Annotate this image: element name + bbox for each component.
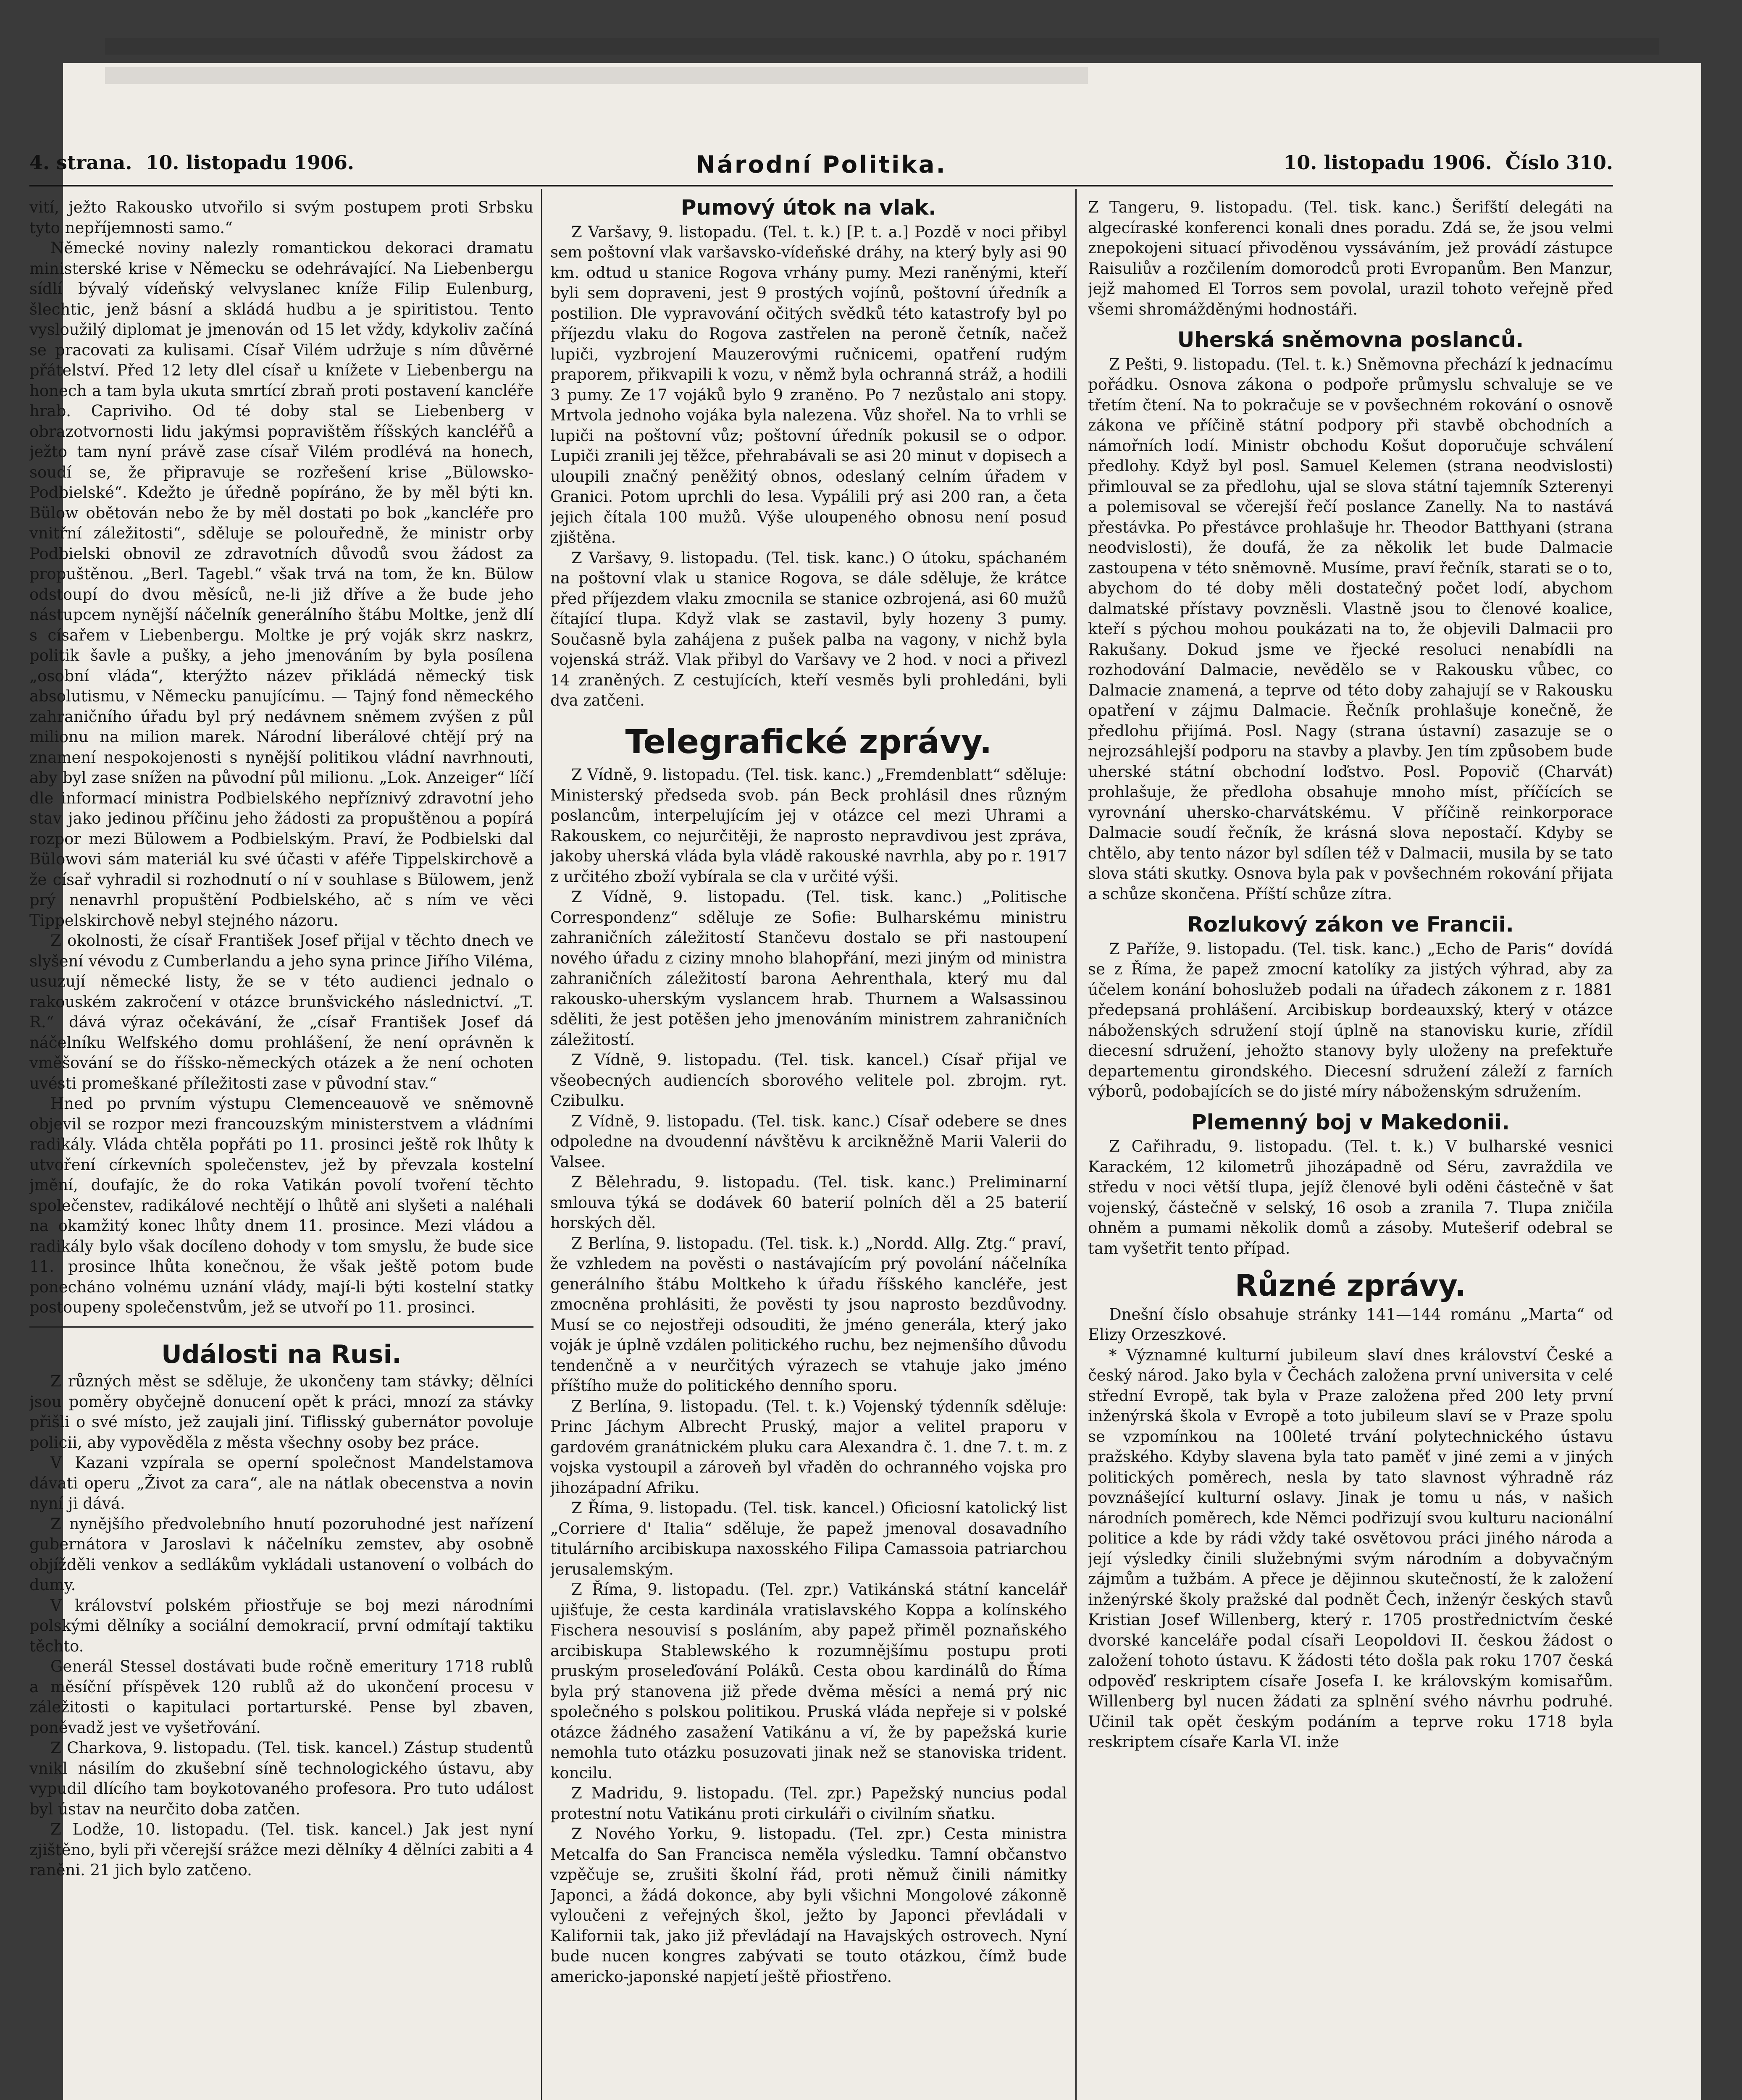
issue-number: Číslo 310. — [1505, 151, 1613, 174]
section-divider — [29, 1326, 533, 1328]
section-heading: Události na Rusi. — [161, 1339, 402, 1369]
column-divider — [541, 189, 542, 2100]
paragraph: Německé noviny nalezly romantickou dekoraci dramatu ministerské krise v Německu se odehrávající. Na Liebenbergu sídlí bývalý vídeňský velvyslanec kníže Filip Eulenburg, šlechtic, jenž básní a skládá hudbu a je spiritistou. Tento vysloužilý diplomat je jmenován od 15 let vždy, kdykoliv začíná se pracovati za kulisami. Císař Vilém udržuje s ním důvěrné přátelství. Před 12 lety dlel císař u knížete v Liebenbergu na honech a tam byla ukuta smrtící zbraň proti postavení kancléře hrab. Capriviho. Od té doby stal se Liebenberg v obrazotvornosti lidu jakýmsi popravištěm říšských kancléřů a ježto tam nyní právě zase císař Vilém prodlévá na honech, soudí se, že připravuje se rozřešení krise „Bülowsko-Podbielské“. Kdežto je úředně popíráno, že by měl býti kn. Bülow obětován nebo že by měl dostati po bok „kancléře pro vnitřní záležitosti“, sděluje se polouředně, že ministr orby Podbielski obnovil ze zdravotních důvodů svou žádost za propuštěnou. „Berl. Tagebl.“ však trvá na tom, že kn. Bülow odstoupí do dvou měsíců, ne-li již dříve a že bude jeho nástupcem nynější náčelník generálního štábu Moltke, jenž dlí s císařem v Liebenbergu. Moltke je prý voják skrz naskrz, politik šavle a pušky, a jeho jmenováním by byla posílena „osobní vláda“, kterýžto název přikládá německý tisk absolutismu, v Německu panujícímu. — Tajný fond německého zahraničního úřadu byl prý nedávnem sněmem zvýšen z půl milionu na milion marek. Národní liberálové chtějí prý na znamení nespokojenosti s nynější politikou vládní navrhnouti, aby byl zase snížen na původní půl milionu. „Lok. Anzeiger“ líčí dle informací ministra Podbielského nepříznivý zdravotní jeho stav jako jedinou příčinu jeho žádosti za propuštěnou a popírá rozpor mezi Bülowem a Podbielským. Praví, že Podbielski dal Bülowovi sám materiál ku své účasti v aféře Tippelskirchově a že císař vyhradil si rozhodnutí o ní v souhlase s Bülowem, jenž prý nenavrhl propuštění Podbielského, ač s ním ve věci Tippelskirchově nebyl stejného názoru. — [29, 239, 533, 929]
paragraph: Z nynějšího předvolebního hnutí pozoruhodné jest nařízení gubernátora v Jaroslavi k náčelníku zemstev, aby osobně objížděli venkov a sedlákům vykládali ustanovení o volbách do dumy. — [29, 1515, 533, 1594]
section-heading: Různé zprávy. — [1235, 1268, 1466, 1303]
paragraph: Z Paříže, 9. listopadu. (Tel. tisk. kanc.) „Echo de Paris“ dovídá se z Říma, že papež zmocní katolíky za jistých výhrad, aby za účelem konání bohoslužeb podali na úřadech zákonem z r. 1881 předepsaná prohlášení. Arcibiskup bordeauxský, který v otázce náboženských sdružení stojí úplně na stanovisku kurie, zřídil diecesní sdružení, jehožto stanovy byly uloženy na prefektuře departementu girondského. Diecesní sdružení záleží z farních výborů, podobajících se do jisté míry náboženským sdružením. — [1088, 940, 1613, 1100]
paragraph: Z Lodže, 10. listopadu. (Tel. tisk. kancel.) Jak jest nyní zjištěno, byli při včerejší srážce mezi dělníky 4 dělníci zabiti a 4 raněni. 21 jich bylo zatčeno. — [29, 1820, 533, 1879]
section-heading: Rozlukový zákon ve Francii. — [1187, 912, 1514, 937]
column-1 — [29, 197, 533, 2100]
paragraph: * Významné kulturní jubileum slaví dnes království České a český národ. Jako byla v Čechách založena první universita v celé střední Evropě, tak byla v Praze založena před 200 lety první inženýrská škola v Evropě a toto jubileum slaví se v Praze spolu se vzpomínkou na 100leté trvání polytechnického ústavu pražského. Kdyby slavena byla tato paměť v jiné zemi a v jiných politických poměrech, nesla by tato slavnost výhradně ráz povznášející kulturní oslavy. Jinak je tomu u nás, v našich národních poměrech, kde Němci podřizují svou kulturu nacionální politice a kde by rádi vždy také osvětovou práci jiného národa a její výsledky činili služebnými svým národním a dobyvačným zájmům a tužbám. A přece je dějinnou skutečností, že k založení inženýrské školy pražské dal podnět Čech, inženýr českých stavů Kristian Josef Willenberg, který r. 1705 prostřednictvím české dvorské kanceláře podal císaři Leopoldovi II. českou žádost o založení tohoto ústavu. K žádosti této došla pak roku 1707 česká odpověď reskriptem císaře Josefa I. ke královským komisařům. Willenberg byl nucen žádati za splnění svého návrhu podruhé. Učinil tak opět českým podáním a teprve roku 1718 byla reskriptem císaře Karla VI. inže — [1088, 1346, 1613, 1751]
paragraph: Z Říma, 9. listopadu. (Tel. tisk. kancel.) Oficiosní katolický list „Corriere d' Italia“ sděluje, že papež jmenoval dosavadního titulárního arcibiskupa naxosského Filipa Camassoia patriarchou jerusalemským. — [550, 1499, 1067, 1578]
paragraph: Z Berlína, 9. listopadu. (Tel. t. k.) Vojenský týdenník sděluje: Princ Jáchym Albrecht Pruský, major a velitel praporu v gardovém granátnickém pluku cara Alexandra č. 1. dne 7. t. m. z vojska vystoupil a zároveň byl vřaděn do ochranného vojska pro jihozápadní Afriku. — [550, 1397, 1067, 1497]
paragraph: Z Tangeru, 9. listopadu. (Tel. tisk. kanc.) Šerifští delegáti na algecíraské konferenci konali dnes poradu. Zdá se, že jsou velmi znepokojeni situací přivoděnou vyssáváním, jež provádí zástupce Raisuliův a rozčilením domorodců proti Evropanům. Ben Manzur, jejž mahomed El Torros sem povolal, urazil tohoto veřejně před všemi shromážděnými hodnostáři. — [1088, 198, 1613, 318]
paragraph: Z Vídně, 9. listopadu. (Tel. tisk. kanc.) „Fremdenblatt“ sděluje: Ministerský předseda svob. pán Beck prohlásil dnes různým poslancům, interpelujícím jej v otázce cel mezi Uhrami a Rakouskem, co nejurčitěji, že naprosto nepravdivou jest zpráva, jakoby uherská vláda byla vládě rakouské navrhla, aby po r. 1917 z určitého zboží vybírala se cla v určité výši. — [550, 766, 1067, 886]
section-heading: Telegrafické zprávy. — [625, 723, 992, 761]
header-rule — [29, 185, 1613, 186]
paragraph: Generál Stessel dostávati bude ročně emeritury 1718 rublů a měsíční příspěvek 120 rublů až do ukončení procesu v záležitosti o kapitulaci portarturské. Pense byl zbaven, poněvadž jest ve vyšetřování. — [29, 1657, 533, 1737]
paragraph: Z Bělehradu, 9. listopadu. (Tel. tisk. kanc.) Preliminarní smlouva týká se dodávek 60 baterií polních děl a 25 baterií horských děl. — [550, 1173, 1067, 1232]
bleed-through-area — [63, 25, 1701, 130]
header-date-right: 10. listopadu 1906. — [1283, 151, 1492, 174]
paragraph: V Kazani vzpírala se operní společnost Mandelstamova dávati operu „Život za cara“, ale na nátlak obecenstva a novin nyní ji dává. — [29, 1454, 533, 1512]
section-heading: Pumový útok na vlak. — [681, 197, 937, 220]
paragraph: Z Vídně, 9. listopadu. (Tel. tisk. kanc.) „Politische Correspondenz“ sděluje ze Sofie: Bulharskému ministru zahraničních záležitostí Stančevu dostalo se při nastoupení nového úřadu z ciziny mnoho blahopřání, mezi jiným od ministra zahraničních záležitostí barona Aehrenthala, který mu dal rakousko-uherským vyslancem hrab. Thurnem a Walsassinou sděliti, že jest potěšen jeho jmenováním ministrem zahraničních záležitostí. — [550, 888, 1067, 1049]
section-heading: Uherská sněmovna poslanců. — [1177, 328, 1524, 352]
paragraph: Z Nového Yorku, 9. listopadu. (Tel. zpr.) Cesta ministra Metcalfa do San Francisca neměla výsledku. Tamní občanstvo vzpěčuje se, zrušiti školní řád, proti němuž činili námitky Japonci, a žádá dokonce, aby byli všichni Mongolové zákonně vyloučeni z veřejných škol, ježto by Japonci převládali v Kalifornii tak, jako již převládají na Havajských ostrovech. Nyní bude nucen kongres zabývati se touto otázkou, čímž bude americko-japonské napjetí ještě přiostřeno. — [550, 1825, 1067, 1986]
paragraph: Z Pešti, 9. listopadu. (Tel. t. k.) Sněmovna přechází k jednacímu pořádku. Osnova zákona o podpoře průmyslu schvaluje se ve třetím čtení. Na to pokračuje se v povšechném rokování o osnově zákona ve příčině státní podpory při stavbě obchodních a námořních lodí. Ministr obchodu Košut doporučuje schválení předlohy. Když byl posl. Samuel Kelemen (strana neodvislosti) přimlouval se za předlohu, ujal se slova státní tajemník Szterenyi a polemisoval se včerejší řečí poslance Zanelly. Na to nastává přestávka. Po přestávce prohlašuje hr. Theodor Batthyani (strana neodvislosti), že doufá, že za několik let bude Dalmacie zastoupena v této sněmovně. Musíme, praví řečník, starati se o to, abychom do té doby měli dostatečný počet lodí, abychom dalmatské přístavy povzněsli. Vlastně jsou to členové koalice, kteří s pýchou mohou poukázati na to, že objevili Dalmacii pro Rakušany. Dokud jsme ve řjecké resoluci nenabídli na rozhodování Dalmacie, nevědělo se v Rakousku vůbec, co Dalmacie znamená, a teprve od této doby zahajují se v Rakousku opatření v zájmu Dalmacie. Řečník prohlašuje konečně, že předlohu přijímá. Posl. Nagy (strana ústavní) zasazuje se o nejrozsáhlejší podporu na stavby a plavby. Jen tím způsobem bude uherské státní obchodní loďstvo. Posl. Popovič (Charvát) prohlašuje, že předloha obsahuje mnoho míst, příčících se vyrovnání uhersko-charvátskému. V příčině reinkorporace Dalmacie soudí řečník, že krásná slova nepostačí. Kdyby se chtělo, aby tento názor byl sdílen též v Dalmacii, musila by se tato slova státi skutky. Osnova byla pak v povšechném rokování přijata a schůze skončena. Příští schůze zítra. — [1088, 355, 1613, 903]
paragraph: Z Vídně, 9. listopadu. (Tel. tisk. kanc.) Císař odebere se dnes odpoledne na dvoudenní návštěvu k arcikněžně Marii Valerii do Valsee. — [550, 1112, 1067, 1171]
paragraph: Z Charkova, 9. listopadu. (Tel. tisk. kancel.) Zástup studentů vnikl násilím do zkušební síně technologického ústavu, aby vypudil dlícího tam boykotovaného profesora. Pro tuto událost byl ústav na neurčito doba zatčen. — [29, 1739, 533, 1818]
paragraph: Z Madridu, 9. listopadu. (Tel. zpr.) Papežský nuncius podal protestní notu Vatikánu proti cirkuláři o civilním sňatku. — [550, 1784, 1067, 1823]
masthead-title: Národní Politika. — [696, 151, 947, 178]
paragraph: Z Vídně, 9. listopadu. (Tel. tisk. kancel.) Císař přijal ve všeobecných audiencích sborového velitele pol. zbrojm. ryt. Czibulku. — [550, 1051, 1067, 1110]
paragraph: Z okolnosti, že císař František Josef přijal v těchto dnech ve slyšení vévodu z Cumberlandu a jeho syna prince Jiřího Viléma, usuzují německé listy, že se v této audienci jednalo o rakouském zakročení v otázce brunšvického následnictví. „T. R.“ dává výraz očekávání, že „císař František Josef dá náčelníku Welfského domu prohlášení, že není oprávněn k vměšování se do říšsko-německých otázek a že není ochoten uvésti promeškané příležitosti zase v původní stav.“ — [29, 932, 533, 1092]
paragraph: Z Varšavy, 9. listopadu. (Tel. tisk. kanc.) O útoku, spáchaném na poštovní vlak u stanice Rogova, se dále sděluje, že krátce před příjezdem vlaku zmocnila se stanice ozbrojená, asi 60 mužů čítající tlupa. Když vlak se zastavil, byly hozeny 3 pumy. Současně byla zahájena z pušek palba na vagony, v nichž byla vojenská stráž. Vlak přibyl do Varšavy ve 2 hod. v noci a přivezl 14 zraněných. Z cestujících, kteří vesměs byli prohledáni, byli dva zatčeni. — [550, 549, 1067, 709]
header-date-left: 10. listopadu 1906. — [145, 151, 354, 174]
paragraph: Hned po prvním výstupu Clemenceauově ve sněmovně objevil se rozpor mezi francouzským ministerstvem a vládními radikály. Vláda chtěla popřáti po 11. prosinci ještě rok lhůty k utvoření církevních společenstev, jež by převzala kostelní jmění, doufajíc, že do roka Vatikán povolí tvoření těchto společenstev, radikálové nechtějí o lhůtě ani slyšeti a naléhali na okamžitý konec lhůty dnem 11. prosince. Mezi vládou a radikály bylo však docíleno dohody v tom smyslu, že bude sice 11. prosince lhůta konečnou, že však ještě potom bude ponecháno volnému uznání vlády, mají-li býti kostelní statky postoupeny společenstvům, jež se utvoří po 11. prosinci. — [29, 1095, 533, 1316]
paragraph: Z Varšavy, 9. listopadu. (Tel. t. k.) [P. t. a.] Pozdě v noci přibyl sem poštovní vlak varšavsko-vídeňské dráhy, na který byly asi 90 km. odtud u stanice Rogova vrhány pumy. Mezi raněnými, kteří byli sem dopraveni, jest 9 prostých vojínů, poštovní úředník a postilion. Dle vypravování očitých svědků této katastrofy byl po příjezdu vlaku do Rogova zastřelen na peroně četník, načež lupiči, vyzbrojení Mauzerovými ručnicemi, opatření rudým praporem, přikvapili k vozu, v němž byla ochranná stráž, a hodili 3 pumy. Ze 17 vojáků bylo 9 zraněno. Po 7 nezůstalo ani stopy. Mrtvola jednoho vojáka byla nalezena. Vůz shořel. Na to vrhli se lupiči na poštovní vůz; poštovní úředník pokusil se o odpor. Lupiči zranili jej těžce, přehrabávali se asi 20 minut v dopisech a uloupili značný peněžitý obnos, odeslaný celním úřadem v Granici. Potom uprchli do lesa. Vypálili prý asi 200 ran, a četa jejich čítala 100 mužů. Výše uloupeného obnosu není posud zjištěna. — [550, 223, 1067, 546]
paragraph: Z různých měst se sděluje, že ukončeny tam stávky; dělníci jsou poměry obyčejně donucení opět k práci, mnozí za stávky přišli o své místo, jež zaujali jiní. Tiflisský gubernátor povoluje policii, aby vypověděla z města všechny osoby bez práce. — [29, 1372, 533, 1452]
paragraph: Z Berlína, 9. listopadu. (Tel. tisk. k.) „Nordd. Allg. Ztg.“ praví, že vzhledem na pověsti o nastávajícím prý povolání náčelníka generálního štábu Moltkeho k úřadu říšského kancléře, jest zmocněna prohlásiti, že pověsti ty jsou naprosto bezdůvodny. Musí se co nejostřeji odsouditi, že jméno generála, který jako voják je úplně vzdálen politického ruchu, bez nejmenšího důvodu tendenčně a v neurčitých výrazech se vtahuje jako jméno příštího muže do politického denního sporu. — [550, 1234, 1067, 1395]
paragraph: Dnešní číslo obsahuje stránky 141—144 románu „Marta“ od Elizy Orzeszkové. — [1088, 1305, 1613, 1344]
page-header — [29, 134, 1613, 185]
article-continuation: vití, ježto Rakousko utvořilo si svým postupem proti Srbsku tyto nepříjemnosti samo.“ — [29, 198, 533, 237]
paragraph: V království polském přiostřuje se boj mezi národními polskými dělníky a sociální demokracií, první odmítají taktiku těchto. — [29, 1596, 533, 1655]
section-heading: Plemenný boj v Makedonii. — [1191, 1110, 1510, 1134]
column-2 — [550, 197, 1067, 2100]
page-number: 4. strana. — [29, 151, 132, 174]
column-3 — [1088, 197, 1613, 2100]
paragraph: Z Říma, 9. listopadu. (Tel. zpr.) Vatikánská státní kancelář ujišťuje, že cesta kardinála vratislavského Koppa a kolínského Fischera nesouvisí s posláním, aby papež přiměl poznaňského arcibiskupa Stablewského k rozumnějšímu postupu proti pruským proseleďování Poláků. Cesta obou kardinálů do Říma byla prý stanovena již přede dvěma měsíci a nemá prý nic společného s polskou politikou. Pruská vláda nepřeje si v polské otázce žádného zasažení Vatikánu a ví, že by papežská kurie nemohla tuto otázku posuzovati jinak než se stanoviska trident. koncilu. — [550, 1580, 1067, 1782]
paragraph: Z Cařihradu, 9. listopadu. (Tel. t. k.) V bulharské vesnici Karackém, 12 kilometrů jihozápadně od Séru, zavraždila ve středu v noci větší tlupa, jejíž členové byli oděni částečně v šat vojenský, částečně v selský, 16 osob a zranila 7. Tlupa zničila ohněm a pumami několik domů a zásoby. Mutešerif odebral se tam vyšetřit tento případ. — [1088, 1137, 1613, 1257]
column-divider — [1075, 189, 1077, 2100]
